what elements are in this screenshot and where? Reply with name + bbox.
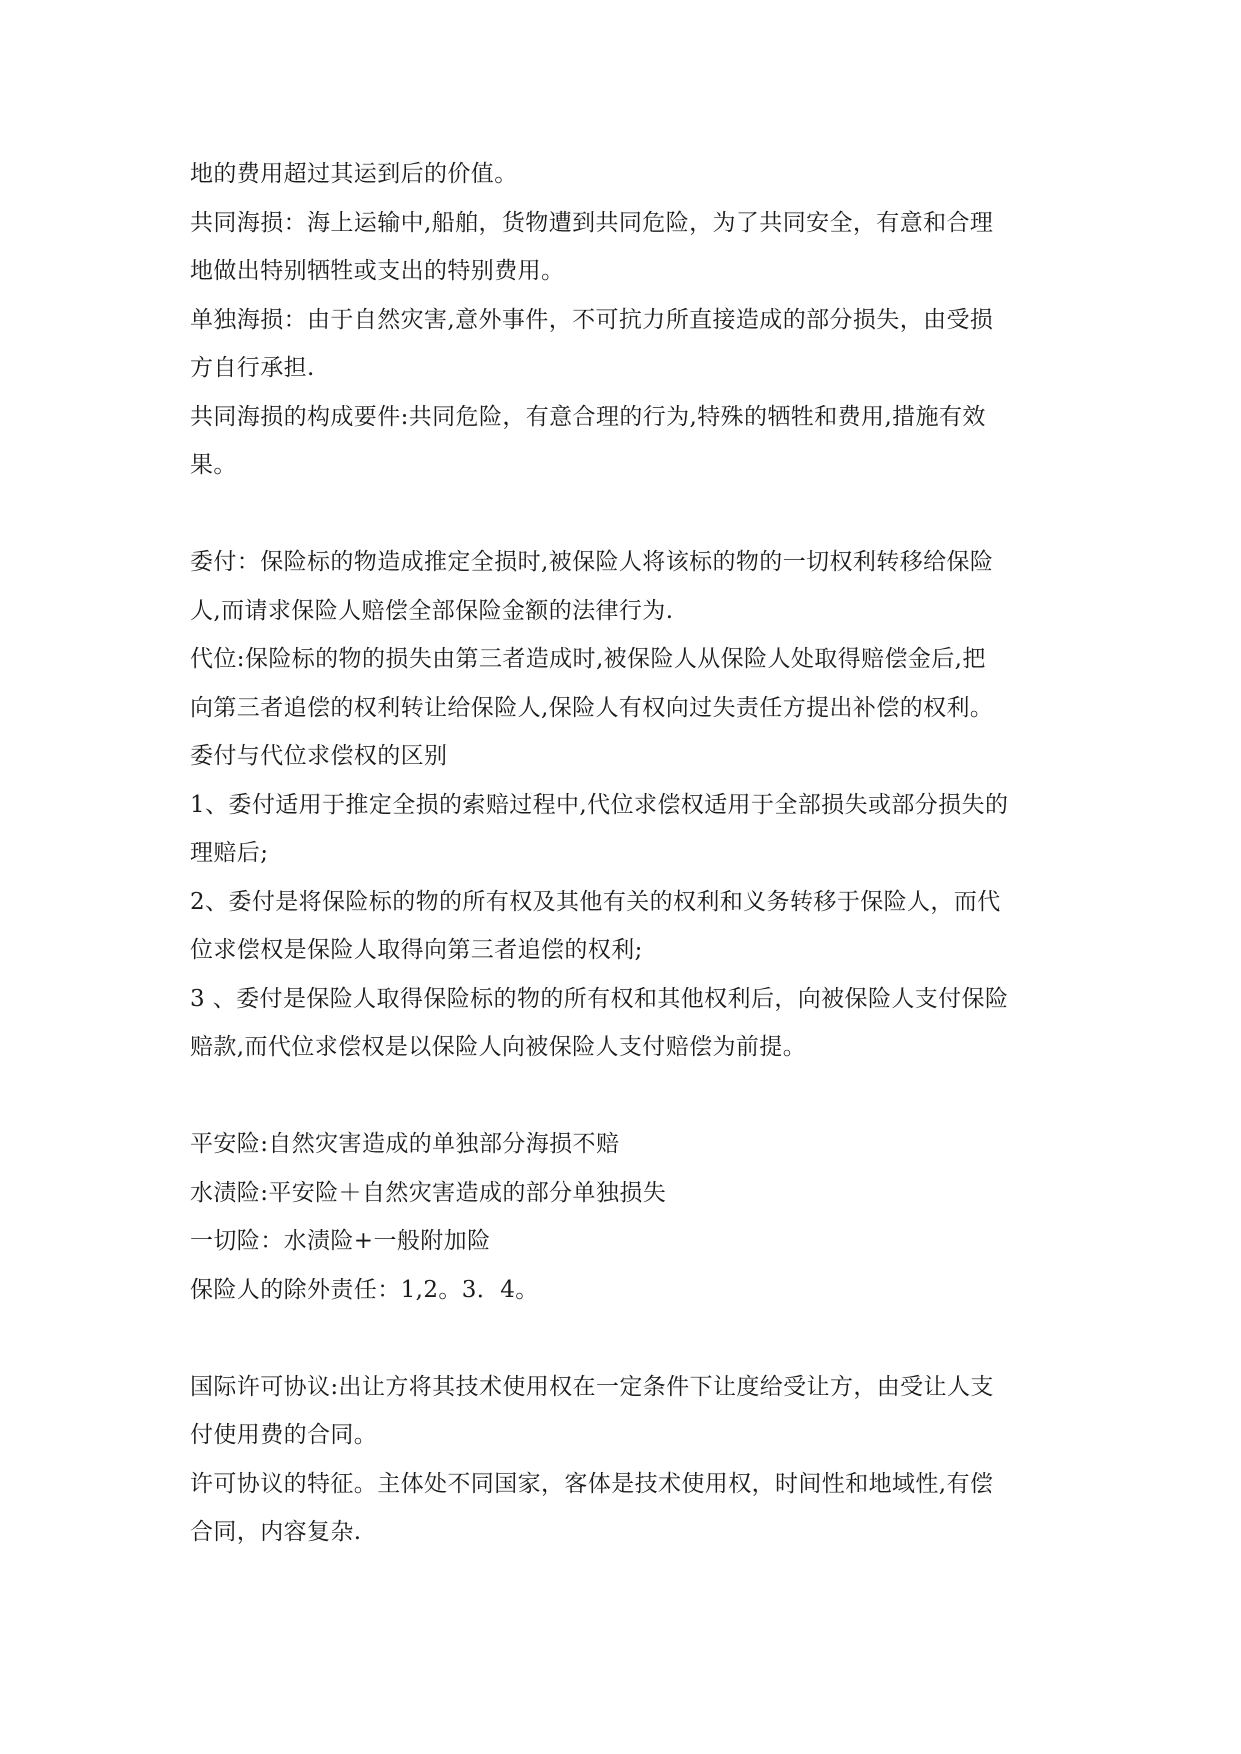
text-line: 地的费用超过其运到后的价值。 [190, 161, 518, 187]
text-line: 地做出特别牺牲或支出的特别费用。 [190, 258, 565, 284]
paragraph-gap [190, 1072, 1060, 1121]
paragraph [190, 393, 1060, 490]
text-line: 共同海损的构成要件:共同危险，有意合理的行为,特殊的牺牲和费用,措施有效 [190, 403, 986, 430]
text-line: 向第三者追偿的权利转让给保险人,保险人有权向过失责任方提出补偿的权利。 [190, 694, 994, 721]
text-line: 委付：保险标的物造成推定全损时,被保险人将该标的物的一切权利转移给保险 [190, 549, 994, 575]
text-line: 2、委付是将保险标的物的所有权及其他有关的权利和义务转移于保险人，而代 [190, 888, 1001, 915]
paragraph [190, 1169, 1060, 1218]
text-line: 单独海损：由于自然灾害,意外事件，不可抗力所直接造成的部分损失，由受损 [190, 306, 994, 333]
text-line: 保险人的除外责任：1,2。3．4。 [190, 1276, 539, 1303]
paragraph [190, 878, 1060, 975]
text-line: 果。 [190, 452, 237, 478]
paragraph [190, 1460, 1060, 1557]
paragraph [190, 1363, 1060, 1460]
text-line: 国际许可协议:出让方将其技术使用权在一定条件下让度给受让方，由受让人支 [190, 1373, 994, 1400]
paragraph [190, 199, 1060, 296]
text-line: 代位:保险标的物的损失由第三者造成时,被保险人从保险人处取得赔偿金后,把 [190, 646, 986, 672]
paragraph [190, 635, 1060, 732]
paragraph [190, 1266, 1060, 1315]
text-line: 水渍险:平安险＋自然灾害造成的部分单独损失 [190, 1179, 667, 1206]
text-line: 理赔后; [190, 840, 269, 866]
text-line: 1、委付适用于推定全损的索赔过程中,代位求偿权适用于全部损失或部分损失的 [190, 791, 1009, 818]
text-line: 委付与代位求偿权的区别 [190, 743, 448, 769]
text-line: 付使用费的合同。 [190, 1422, 378, 1448]
document-page [190, 150, 1060, 1557]
paragraph [190, 732, 1060, 781]
text-line: 共同海损：海上运输中,船舶，货物遭到共同危险，为了共同安全，有意和合理 [190, 209, 994, 236]
paragraph [190, 781, 1060, 878]
text-line: 许可协议的特征。主体处不同国家，客体是技术使用权，时间性和地域性,有偿 [190, 1470, 994, 1497]
paragraph [190, 296, 1060, 393]
paragraph [190, 538, 1060, 635]
document-body [190, 150, 1060, 1557]
text-line: 人,而请求保险人赔偿全部保险金额的法律行为. [190, 597, 674, 624]
text-line: 赔款,而代位求偿权是以保险人向被保险人支付赔偿为前提。 [190, 1034, 807, 1060]
text-line: 一切险：水渍险+一般附加险 [190, 1228, 491, 1254]
paragraph [190, 1217, 1060, 1266]
text-line: 合同，内容复杂. [190, 1519, 362, 1545]
paragraph [190, 150, 1060, 199]
paragraph [190, 975, 1060, 1072]
text-line: 位求偿权是保险人取得向第三者追偿的权利; [190, 937, 643, 963]
paragraph [190, 1120, 1060, 1169]
text-line: 方自行承担. [190, 355, 315, 381]
text-line: 平安险:自然灾害造成的单独部分海损不赔 [190, 1131, 620, 1157]
text-line: 3 、委付是保险人取得保险标的物的所有权和其他权利后，向被保险人支付保险 [190, 985, 1009, 1012]
paragraph-gap [190, 1314, 1060, 1363]
paragraph-gap [190, 490, 1060, 539]
